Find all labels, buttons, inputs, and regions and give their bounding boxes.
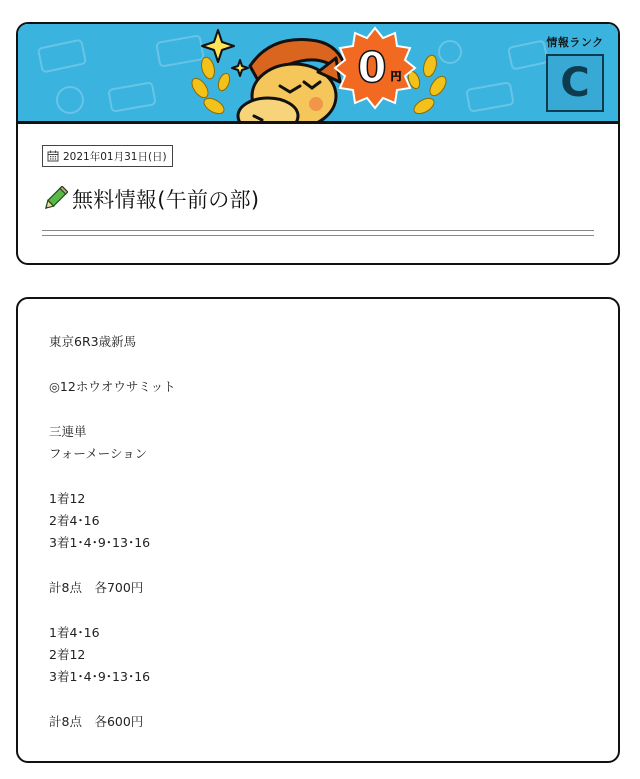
race-name: 東京6R3歳新馬: [49, 334, 137, 349]
pencil-icon: [42, 186, 68, 212]
formation-2-first: 1着4･16: [49, 625, 100, 640]
banner: [18, 24, 618, 124]
rank-label: 情報ランク: [546, 36, 604, 49]
bet-type: 三連単: [49, 424, 87, 439]
formation-1-third: 3着1･4･9･13･16: [49, 535, 151, 550]
info-content: [49, 331, 176, 733]
page-title: 無料情報(午前の部): [72, 188, 260, 212]
formation-1-total: 計8点 各700円: [49, 580, 144, 595]
pick-horse: ◎12ホウオウサミット: [49, 379, 176, 394]
formation-1-first: 1着12: [49, 491, 86, 506]
title-row: [42, 184, 259, 214]
calendar-icon: [47, 150, 59, 162]
date-badge: [42, 145, 173, 167]
post-date: 2021年01月31日(日): [63, 150, 167, 163]
rank-value: C: [546, 54, 604, 112]
formation-2-second: 2着12: [49, 647, 86, 662]
info-header-card: [16, 22, 620, 265]
formation-1-second: 2着4･16: [49, 513, 100, 528]
banner-artwork: [18, 24, 618, 121]
formation-2-third: 3着1･4･9･13･16: [49, 669, 151, 684]
banner-badge-value: 0: [357, 43, 387, 92]
info-content-card: [16, 297, 620, 763]
bet-method: フォーメーション: [49, 446, 148, 461]
title-divider: [42, 230, 594, 236]
banner-badge-unit: 円: [390, 70, 402, 83]
rank-box: [542, 34, 608, 112]
formation-2-total: 計8点 各600円: [49, 714, 144, 729]
